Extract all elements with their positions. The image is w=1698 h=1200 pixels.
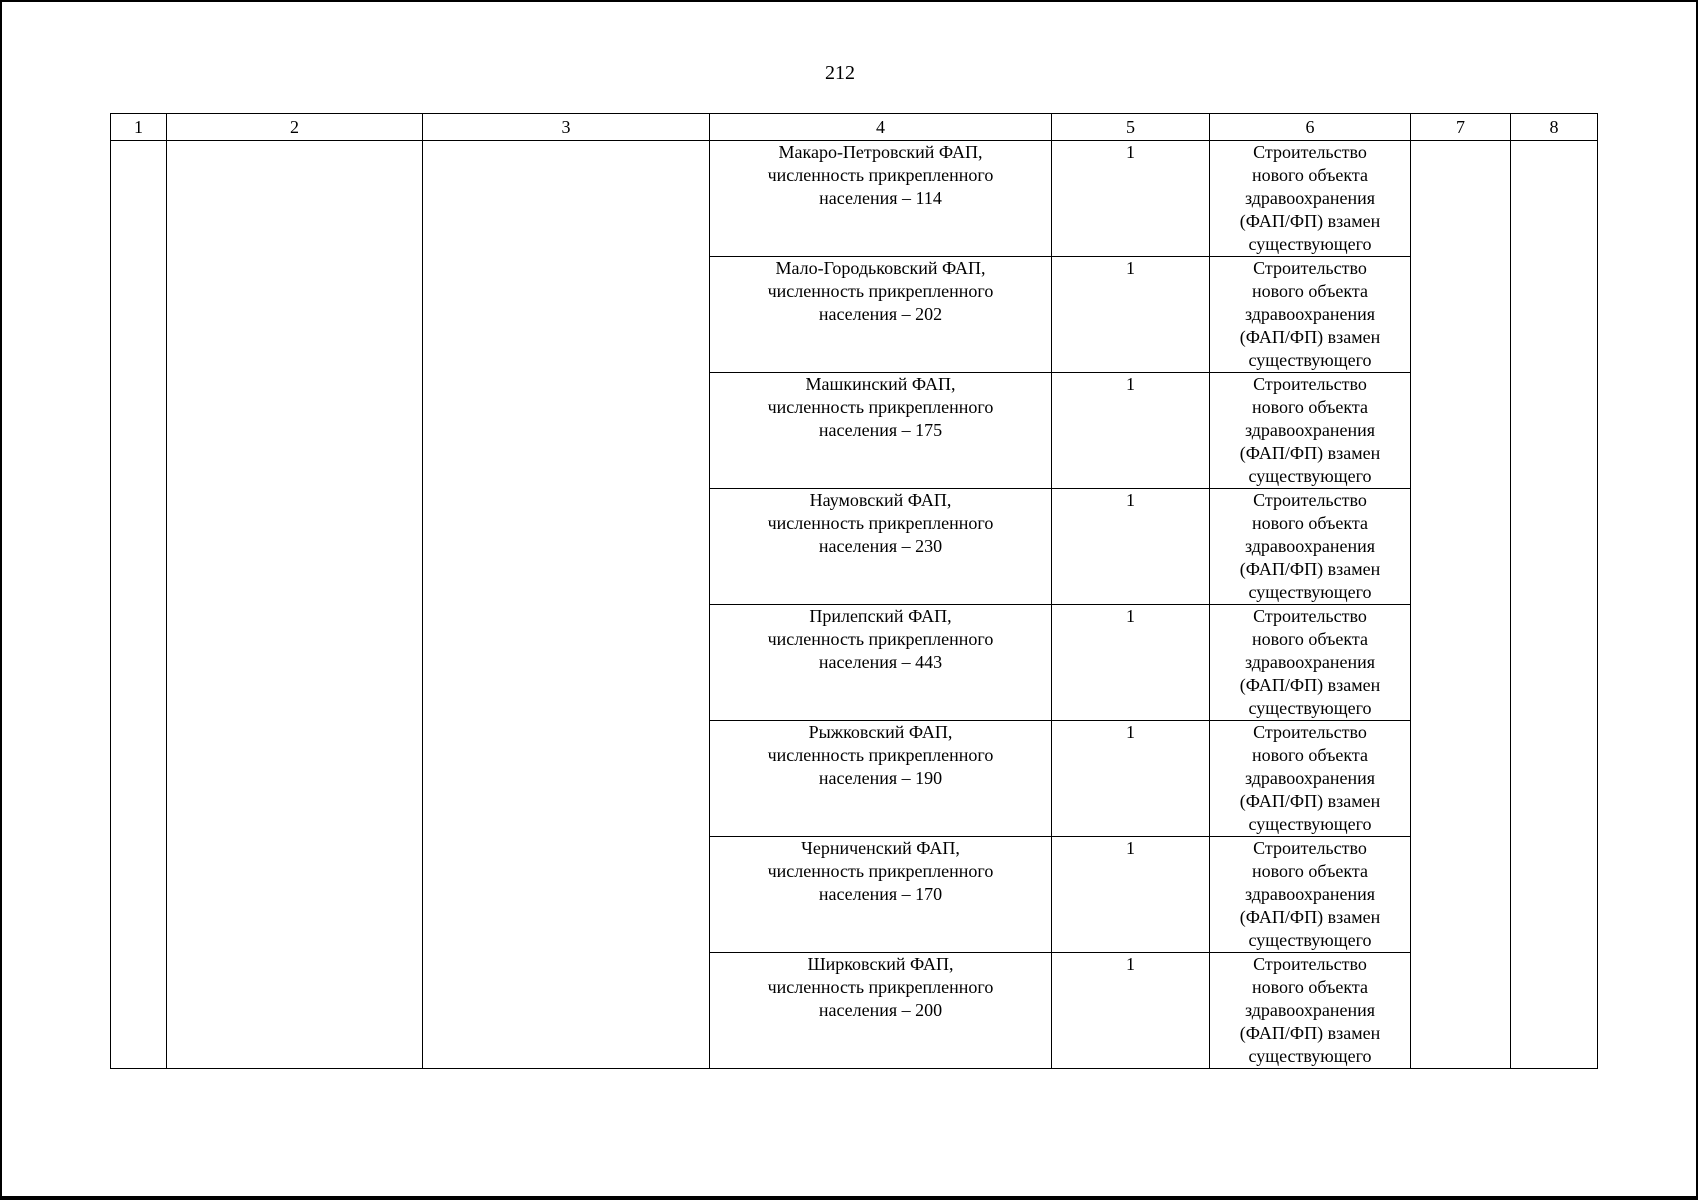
empty-cell-col-1	[111, 141, 167, 1069]
action-line: Строительство	[1253, 258, 1367, 278]
facility-line: Черниченский ФАП,	[801, 838, 960, 858]
facility-cell	[710, 837, 1052, 953]
facility-line: численность прикрепленного	[767, 629, 994, 649]
facility-cell	[710, 953, 1052, 1069]
facility-line: населения – 230	[818, 536, 943, 556]
action-cell	[1210, 721, 1411, 837]
quantity-cell: 1	[1052, 373, 1210, 489]
facility-line: населения – 200	[818, 1000, 943, 1020]
action-cell	[1210, 373, 1411, 489]
action-line: (ФАП/ФП) взамен	[1239, 675, 1381, 695]
empty-cell-col-3	[423, 141, 710, 1069]
facility-line: численность прикрепленного	[767, 745, 994, 765]
action-line: здравоохранения	[1244, 188, 1376, 208]
facility-cell	[710, 373, 1052, 489]
facility-cell	[710, 257, 1052, 373]
action-line: здравоохранения	[1244, 652, 1376, 672]
quantity-cell: 1	[1052, 141, 1210, 257]
column-number: 1	[111, 114, 167, 141]
facility-line: численность прикрепленного	[767, 397, 994, 417]
action-line: существующего	[1248, 814, 1372, 834]
empty-cell-col-8	[1511, 141, 1598, 1069]
action-line: Строительство	[1253, 954, 1367, 974]
action-line: здравоохранения	[1244, 1000, 1376, 1020]
action-cell	[1210, 489, 1411, 605]
facility-cell	[710, 141, 1052, 257]
action-line: здравоохранения	[1244, 768, 1376, 788]
action-line: существующего	[1248, 582, 1372, 602]
action-line: существующего	[1248, 234, 1372, 254]
scan-border-left	[0, 0, 2, 1200]
facility-line: населения – 190	[818, 768, 943, 788]
action-line: нового объекта	[1251, 977, 1369, 997]
empty-cell-col-2	[167, 141, 423, 1069]
quantity-cell: 1	[1052, 721, 1210, 837]
facility-line: Макаро-Петровский ФАП,	[778, 142, 983, 162]
column-number: 4	[710, 114, 1052, 141]
action-line: существующего	[1248, 466, 1372, 486]
empty-cell-col-7	[1411, 141, 1511, 1069]
action-cell	[1210, 605, 1411, 721]
action-cell	[1210, 953, 1411, 1069]
action-line: нового объекта	[1251, 629, 1369, 649]
quantity-cell: 1	[1052, 953, 1210, 1069]
quantity-cell: 1	[1052, 837, 1210, 953]
action-line: Строительство	[1253, 838, 1367, 858]
action-line: Строительство	[1253, 722, 1367, 742]
scan-border-top	[0, 0, 1698, 2]
action-line: существующего	[1248, 698, 1372, 718]
action-line: (ФАП/ФП) взамен	[1239, 791, 1381, 811]
page-number: 212	[825, 62, 855, 84]
column-number: 7	[1411, 114, 1511, 141]
facility-line: населения – 175	[818, 420, 943, 440]
action-line: (ФАП/ФП) взамен	[1239, 211, 1381, 231]
action-line: Строительство	[1253, 142, 1367, 162]
facility-line: Ширковский ФАП,	[807, 954, 954, 974]
action-line: существующего	[1248, 930, 1372, 950]
facility-line: Машкинский ФАП,	[805, 374, 956, 394]
action-line: нового объекта	[1251, 513, 1369, 533]
action-line: нового объекта	[1251, 281, 1369, 301]
facilities-table	[110, 113, 1598, 1069]
facility-line: численность прикрепленного	[767, 861, 994, 881]
action-line: здравоохранения	[1244, 884, 1376, 904]
facility-line: численность прикрепленного	[767, 977, 994, 997]
facility-line: населения – 114	[819, 188, 942, 208]
action-cell	[1210, 837, 1411, 953]
facility-cell	[710, 489, 1052, 605]
quantity-cell: 1	[1052, 605, 1210, 721]
action-line: нового объекта	[1251, 165, 1369, 185]
action-line: (ФАП/ФП) взамен	[1239, 559, 1381, 579]
facility-cell	[710, 721, 1052, 837]
action-cell	[1210, 257, 1411, 373]
facility-line: Прилепский ФАП,	[809, 606, 952, 626]
facility-line: численность прикрепленного	[767, 281, 994, 301]
facility-line: Наумовский ФАП,	[809, 490, 952, 510]
column-number: 5	[1052, 114, 1210, 141]
facility-line: численность прикрепленного	[767, 165, 994, 185]
facility-line: численность прикрепленного	[767, 513, 994, 533]
column-number: 8	[1511, 114, 1598, 141]
facility-cell	[710, 605, 1052, 721]
column-number-row	[111, 114, 1598, 141]
table-body	[111, 141, 1598, 1069]
action-line: здравоохранения	[1244, 420, 1376, 440]
action-cell	[1210, 141, 1411, 257]
action-line: здравоохранения	[1244, 536, 1376, 556]
action-line: (ФАП/ФП) взамен	[1239, 327, 1381, 347]
action-line: Строительство	[1253, 374, 1367, 394]
action-line: Строительство	[1253, 490, 1367, 510]
scan-border-bottom	[0, 1196, 1698, 1200]
action-line: существующего	[1248, 1046, 1372, 1066]
facility-line: населения – 443	[818, 652, 943, 672]
column-number: 6	[1210, 114, 1411, 141]
facility-line: населения – 202	[818, 304, 943, 324]
action-line: (ФАП/ФП) взамен	[1239, 907, 1381, 927]
action-line: (ФАП/ФП) взамен	[1239, 1023, 1381, 1043]
table-row	[111, 141, 1598, 257]
facility-line: Рыжковский ФАП,	[808, 722, 953, 742]
action-line: (ФАП/ФП) взамен	[1239, 443, 1381, 463]
quantity-cell: 1	[1052, 257, 1210, 373]
quantity-cell: 1	[1052, 489, 1210, 605]
facility-line: населения – 170	[818, 884, 943, 904]
action-line: нового объекта	[1251, 745, 1369, 765]
action-line: нового объекта	[1251, 861, 1369, 881]
action-line: здравоохранения	[1244, 304, 1376, 324]
action-line: существующего	[1248, 350, 1372, 370]
column-number: 3	[423, 114, 710, 141]
action-line: Строительство	[1253, 606, 1367, 626]
facility-line: Мало-Городьковский ФАП,	[775, 258, 986, 278]
column-number: 2	[167, 114, 423, 141]
action-line: нового объекта	[1251, 397, 1369, 417]
